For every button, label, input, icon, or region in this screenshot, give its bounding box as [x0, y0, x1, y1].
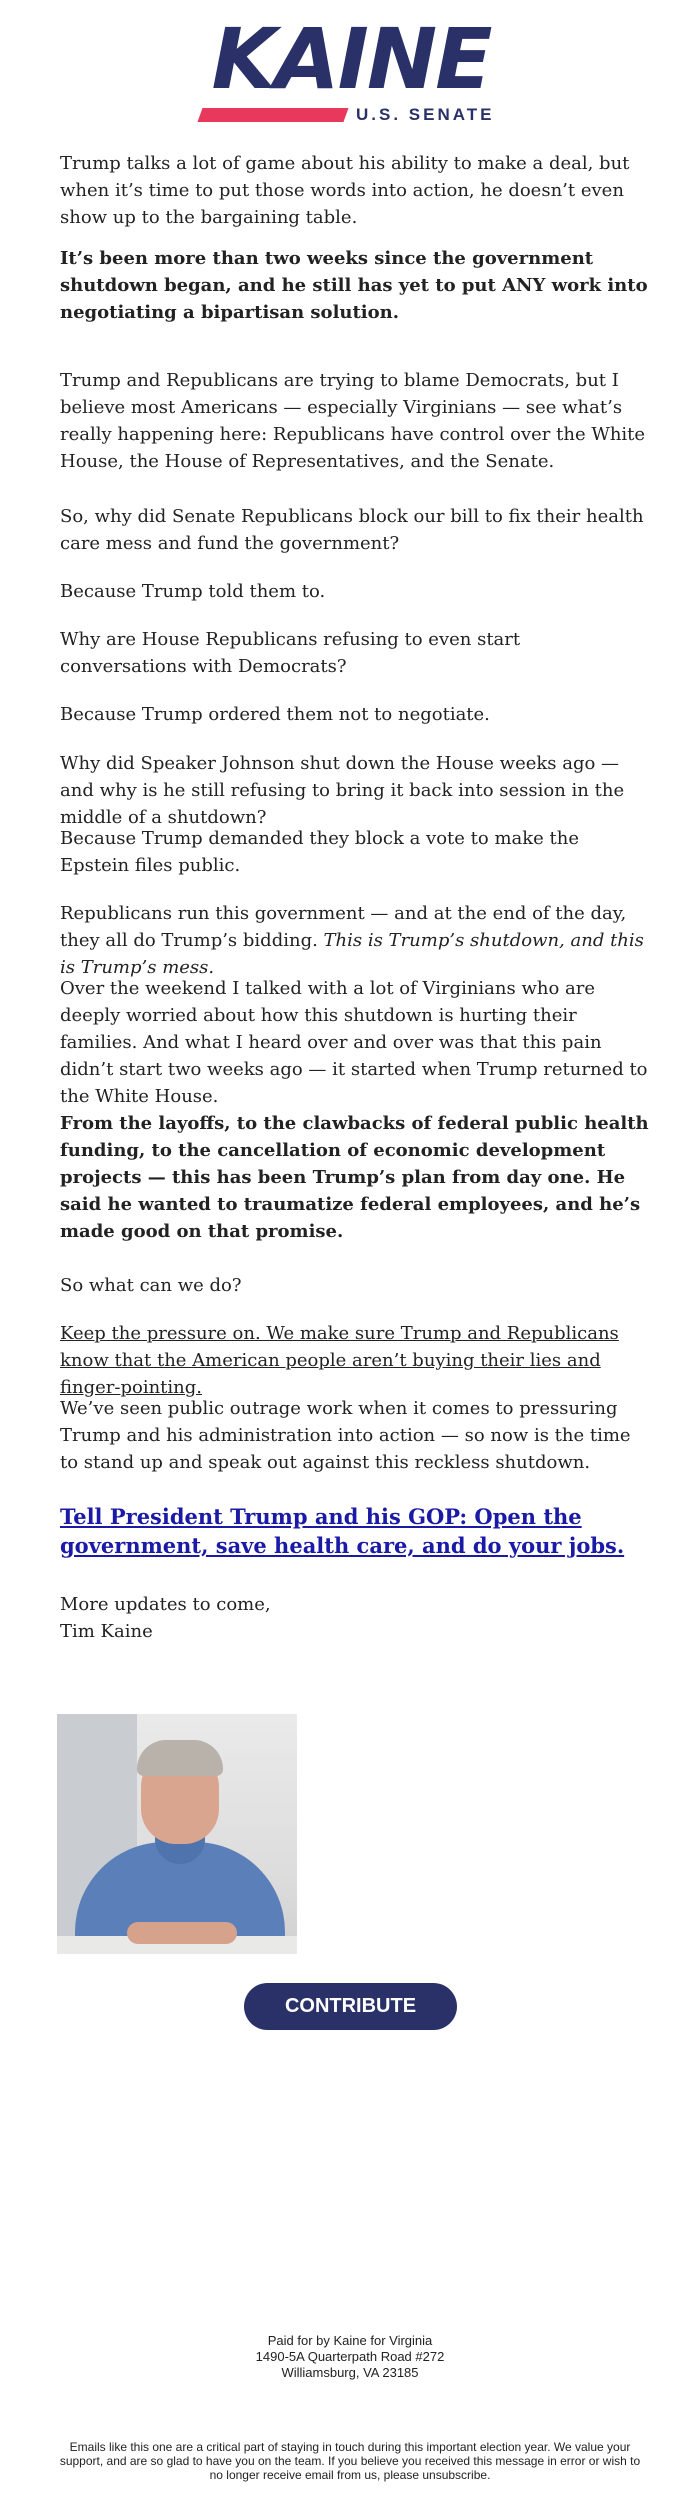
paragraph-question-house: Why are House Republicans refusing to even start conversations with Democrats?	[60, 629, 521, 677]
paragraph-public-outrage: We’ve seen public outrage work when it comes to pressuring Trump and his administration into action — so now is the time to stand up and speak out against this reckless shutdown.	[60, 1398, 631, 1473]
logo-red-stripe	[197, 108, 348, 122]
footer-address-street: 1490-5A Quarterpath Road #272	[255, 2349, 445, 2364]
paragraph-weekend-virginians: Over the weekend I talked with a lot of Virginians who are deeply worried about how this shutdown is hurting their families. And what I heard over and over was that this pain didn’t start two weeks ago — it started when Trump returned to the White House.	[60, 978, 648, 1107]
footer-disclaimer: Emails like this one are a critical part of staying in touch during this important election year. We value your support, and are so glad to have you on the team. If you believe you received this message in error or wish to no longer receive email from us, please unsubscribe.	[59, 2440, 641, 2482]
paragraph-question-senate: So, why did Senate Republicans block our bill to fix their health care mess and fund the government?	[60, 506, 644, 554]
paragraph-question-speaker: Why did Speaker Johnson shut down the House weeks ago — and why is he still refusing to bring it back into session in the middle of a shutdown?	[60, 753, 625, 828]
paragraph-shutdown-bold: It’s been more than two weeks since the government shutdown began, and he still has yet to put ANY work into negotiating a bipartisan solution.	[60, 248, 648, 323]
kaine-senate-logo	[200, 10, 502, 130]
paragraph-trumps-mess	[60, 900, 650, 981]
paragraph-answer-senate: Because Trump told them to.	[60, 581, 326, 602]
paragraph-what-can-we-do: So what can we do?	[60, 1275, 242, 1296]
signoff-name: Tim Kaine	[60, 1621, 153, 1642]
logo-subtitle: U.S. SENATE	[356, 105, 495, 124]
paragraph-answer-house: Because Trump ordered them not to negotiate.	[60, 704, 490, 725]
footer-address-city: Williamsburg, VA 23185	[281, 2365, 419, 2380]
paragraph-answer-speaker: Because Trump demanded they block a vote to make the Epstein files public.	[60, 828, 580, 876]
contribute-button[interactable]: CONTRIBUTE	[244, 1983, 457, 2030]
paragraph-blame: Trump and Republicans are trying to blame Democrats, but I believe most Americans — especially Virginians — see what’s really happening here: Republicans have control over the White House, the House of Representatives, and the Senate.	[60, 370, 646, 472]
paid-for-by: Paid for by Kaine for Virginia	[267, 2333, 433, 2348]
logo-wordmark: KAINE	[211, 10, 491, 108]
paragraph-plan-bold: From the layoffs, to the clawbacks of federal public health funding, to the cancellation of economic development projects — this has been Trump’s plan from day one. He said he wanted to traumatize federal employees, and he’s made good on that promise.	[60, 1113, 649, 1242]
trumps-mess-italic: This is Trump’s shutdown, and this is Trump’s mess.	[60, 930, 644, 978]
keep-pressure-link[interactable]: Keep the pressure on. We make sure Trump and Republicans know that the American people aren’t buying their lies and finger-pointing.	[60, 1323, 619, 1398]
tim-kaine-photo	[57, 1714, 297, 1954]
paragraph-intro: Trump talks a lot of game about his ability to make a deal, but when it’s time to put those words into action, he doesn’t even show up to the bargaining table.	[60, 153, 630, 228]
signoff-more-updates: More updates to come,	[60, 1594, 271, 1615]
tell-trump-cta-link[interactable]: Tell President Trump and his GOP: Open the government, save health care, and do your jobs.	[60, 1504, 625, 1558]
trumps-bidding-text: Republicans run this government — and at the end of the day, they all do Trump’s bidding.	[60, 903, 627, 951]
